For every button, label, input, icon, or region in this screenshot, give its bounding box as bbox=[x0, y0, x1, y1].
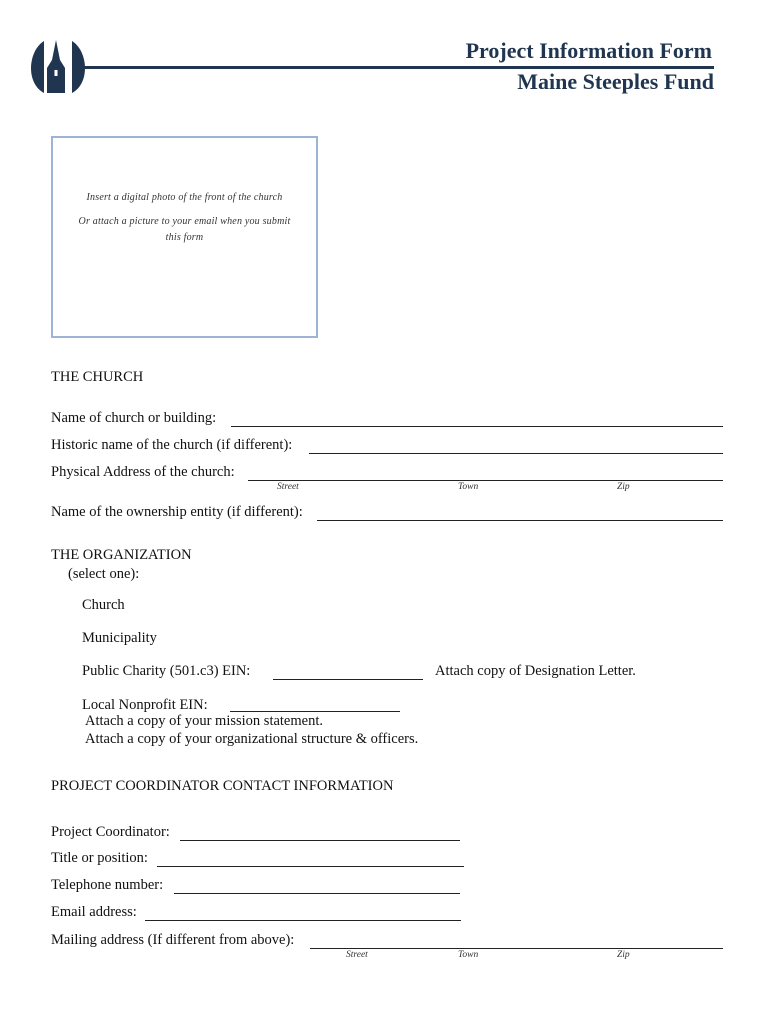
email-label: Email address: bbox=[51, 904, 137, 920]
street-hint: Street bbox=[277, 482, 299, 492]
photo-instruction-1: Insert a digital photo of the front of the church bbox=[86, 192, 283, 203]
photo-instruction-2: Or attach a picture to your email when you submit bbox=[78, 216, 291, 227]
title-position-field[interactable] bbox=[157, 866, 464, 867]
designation-letter-note: Attach copy of Designation Letter. bbox=[435, 663, 636, 679]
mailing-address-label: Mailing address (If different from above): bbox=[51, 932, 295, 948]
email-field[interactable] bbox=[145, 920, 461, 921]
photo-upload-box[interactable] bbox=[51, 136, 318, 338]
historic-name-field[interactable] bbox=[309, 453, 723, 454]
mailing-town-hint: Town bbox=[458, 950, 479, 960]
option-local-nonprofit[interactable]: Local Nonprofit EIN: bbox=[82, 697, 208, 713]
mission-statement-note: Attach a copy of your mission statement. bbox=[85, 713, 323, 729]
option-public-charity[interactable]: Public Charity (501.c3) EIN: bbox=[82, 663, 251, 679]
public-charity-ein-field[interactable] bbox=[273, 679, 423, 680]
organization-heading: THE ORGANIZATION bbox=[51, 547, 192, 563]
telephone-field[interactable] bbox=[174, 893, 460, 894]
organization-instruction: (select one): bbox=[68, 566, 140, 582]
ownership-field[interactable] bbox=[317, 520, 723, 521]
coordinator-label: Project Coordinator: bbox=[51, 824, 170, 840]
historic-name-label: Historic name of the church (if different): bbox=[51, 437, 293, 453]
form-title: Project Information Form bbox=[465, 38, 712, 63]
town-hint: Town bbox=[458, 482, 479, 492]
org-structure-note: Attach a copy of your organizational structure & officers. bbox=[85, 731, 419, 747]
title-position-label: Title or position: bbox=[51, 850, 148, 866]
church-name-field[interactable] bbox=[231, 426, 723, 427]
telephone-label: Telephone number: bbox=[51, 877, 164, 893]
option-church[interactable]: Church bbox=[82, 597, 125, 613]
coordinator-heading: PROJECT COORDINATOR CONTACT INFORMATION bbox=[51, 778, 394, 794]
form-subtitle: Maine Steeples Fund bbox=[517, 69, 714, 94]
mailing-street-hint: Street bbox=[346, 950, 368, 960]
option-municipality[interactable]: Municipality bbox=[82, 630, 157, 646]
photo-instruction-3: this form bbox=[165, 232, 204, 243]
ownership-label: Name of the ownership entity (if different): bbox=[51, 504, 303, 520]
coordinator-field[interactable] bbox=[180, 840, 460, 841]
local-nonprofit-ein-field[interactable] bbox=[230, 711, 400, 712]
mailing-address-field[interactable] bbox=[310, 948, 723, 949]
zip-hint: Zip bbox=[617, 482, 630, 492]
church-name-label: Name of church or building: bbox=[51, 410, 217, 426]
address-field[interactable] bbox=[248, 480, 723, 481]
mailing-zip-hint: Zip bbox=[617, 950, 630, 960]
address-label: Physical Address of the church: bbox=[51, 464, 235, 480]
church-heading: THE CHURCH bbox=[51, 369, 144, 385]
